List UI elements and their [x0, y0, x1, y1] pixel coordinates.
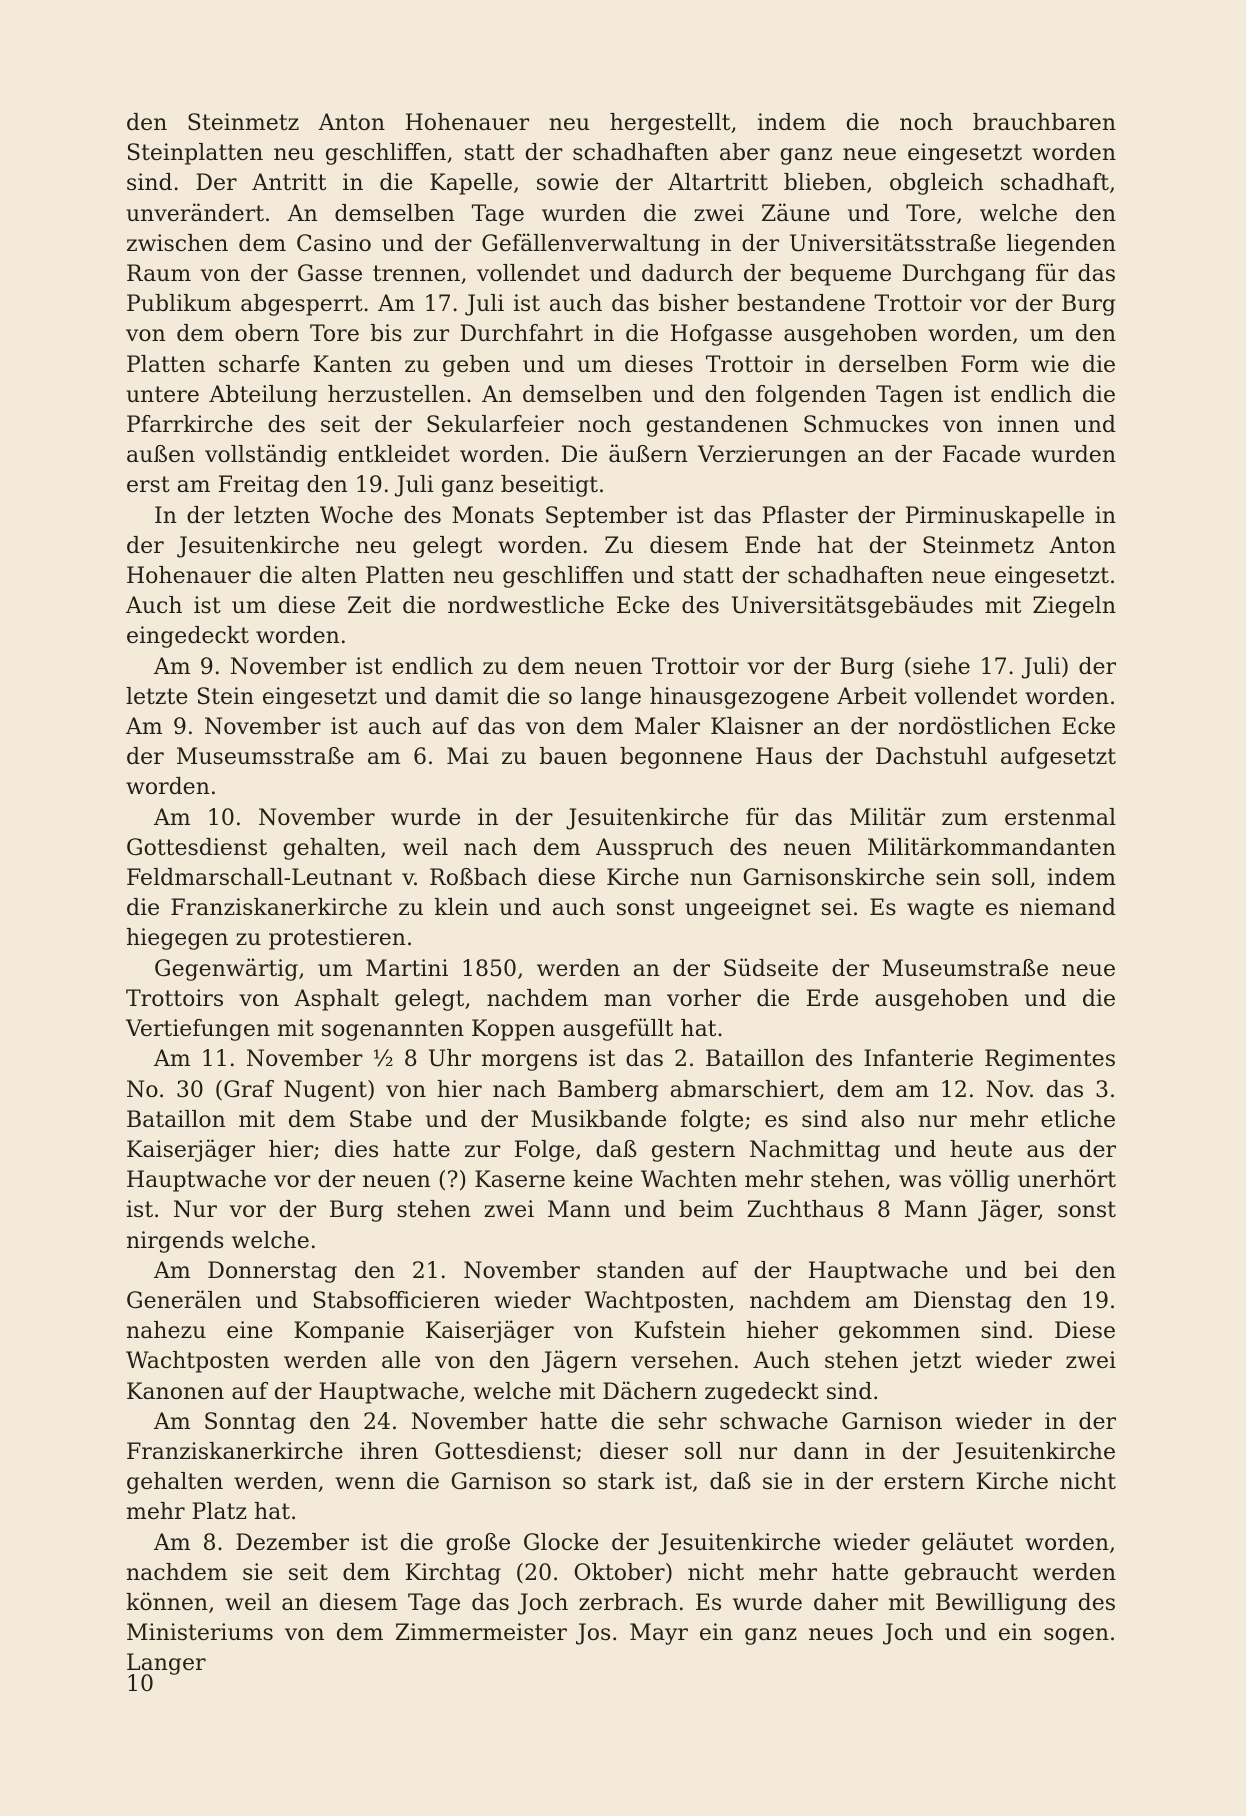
paragraph-2: In der letzten Woche des Monats September ist das Pflaster der Pirminuskapelle in der Jesuitenkirche neu gelegt worden. Zu diesem Ende hat der Steinmetz Anton Hohenauer die alten Platten neu geschliffen und statt der schadhaften neue eingesetzt. Auch ist um diese Zeit die nordwestliche Ecke des Universitätsgebäudes mit Ziegeln eingedeckt worden.	[126, 503, 1116, 650]
paragraph-7: Am Donnerstag den 21. November standen auf der Hauptwache und bei den Generälen und Stabsofficieren wieder Wachtposten, nachdem am Dienstag den 19. nahezu eine Kompanie Kaiserjäger von Kufstein hieher gekommen sind. Diese Wachtposten werden alle von den Jägern versehen. Auch stehen jetzt wieder zwei Kanonen auf der Hauptwache, welche mit Dächern zugedeckt sind.	[126, 1258, 1116, 1405]
paragraph-6: Am 11. November ½ 8 Uhr morgens ist das 2. Bataillon des Infanterie Regimentes No. 30 (Graf Nugent) von hier nach Bamberg abmarschiert, dem am 12. Nov. das 3. Bataillon mit dem Stabe und der Musikbande folgte; es sind also nur mehr etliche Kaiserjäger hier; dies hatte zur Folge, daß gestern Nachmittag und heute aus der Hauptwache vor der neuen (?) Kaserne keine Wachten mehr stehen, was völlig unerhört ist. Nur vor der Burg stehen zwei Mann und beim Zuchthaus 8 Mann Jäger, sonst nirgends welche.	[126, 1047, 1116, 1254]
paragraph-5: Gegenwärtig, um Martini 1850, werden an der Südseite der Museumstraße neue Trottoirs von Asphalt gelegt, nachdem man vorher die Erde ausgehoben und die Vertiefungen mit sogenannten Koppen ausgefüllt hat.	[126, 956, 1116, 1043]
paragraph-4: Am 10. November wurde in der Jesuitenkirche für das Militär zum erstenmal Gottesdienst gehalten, weil nach dem Ausspruch des neuen Militärkommandanten Feldmarschall-Leutnant v. Roßbach diese Kirche nun Garnisonskirche sein soll, indem die Franziskanerkirche zu klein und auch sonst ungeeignet sei. Es wagte es niemand hiegegen zu protestieren.	[126, 805, 1116, 952]
paragraph-8: Am Sonntag den 24. November hatte die sehr schwache Garnison wieder in der Franziskanerkirche ihren Gottesdienst; dieser soll nur dann in der Jesuitenkirche gehalten werden, wenn die Garnison so stark ist, daß sie in der erstern Kirche nicht mehr Platz hat.	[126, 1409, 1116, 1526]
page-number: 10	[126, 1672, 154, 1697]
paragraph-3: Am 9. November ist endlich zu dem neuen Trottoir vor der Burg (siehe 17. Juli) der letzte Stein eingesetzt und damit die so lange hinausgezogene Arbeit vollendet worden. Am 9. November ist auch auf das von dem Maler Klaisner an der nordöstlichen Ecke der Museumsstraße am 6. Mai zu bauen begonnene Haus der Dachstuhl aufgesetzt worden.	[126, 654, 1116, 801]
paragraph-9: Am 8. Dezember ist die große Glocke der Jesuitenkirche wieder geläutet worden, nachdem sie seit dem Kirchtag (20. Oktober) nicht mehr hatte gebraucht werden können, weil an diesem Tage das Joch zerbrach. Es wurde daher mit Bewilligung des Ministeriums von dem Zimmermeister Jos. Mayr ein ganz neues Joch und ein sogen. Langer	[126, 1530, 1116, 1677]
body-text	[126, 109, 1116, 1680]
paragraph-1: den Steinmetz Anton Hohenauer neu hergestellt, indem die noch brauchbaren Steinplatten neu geschliffen, statt der schadhaften aber ganz neue eingesetzt worden sind. Der Antritt in die Kapelle, sowie der Altartritt blieben, obgleich schadhaft, unverändert. An demselben Tage wurden die zwei Zäune und Tore, welche den zwischen dem Casino und der Gefällenverwaltung in der Universitätsstraße liegenden Raum von der Gasse trennen, vollendet und dadurch der bequeme Durchgang für das Publikum abgesperrt. Am 17. Juli ist auch das bisher bestandene Trottoir vor der Burg von dem obern Tore bis zur Durchfahrt in die Hofgasse ausgehoben worden, um den Platten scharfe Kanten zu geben und um dieses Trottoir in derselben Form wie die untere Abteilung herzustellen. An demselben und den folgenden Tagen ist endlich die Pfarrkirche des seit der Sekularfeier noch gestandenen Schmuckes von innen und außen vollständig entkleidet worden. Die äußern Verzierungen an der Facade wurden erst am Freitag den 19. Juli ganz beseitigt.	[126, 111, 1116, 499]
